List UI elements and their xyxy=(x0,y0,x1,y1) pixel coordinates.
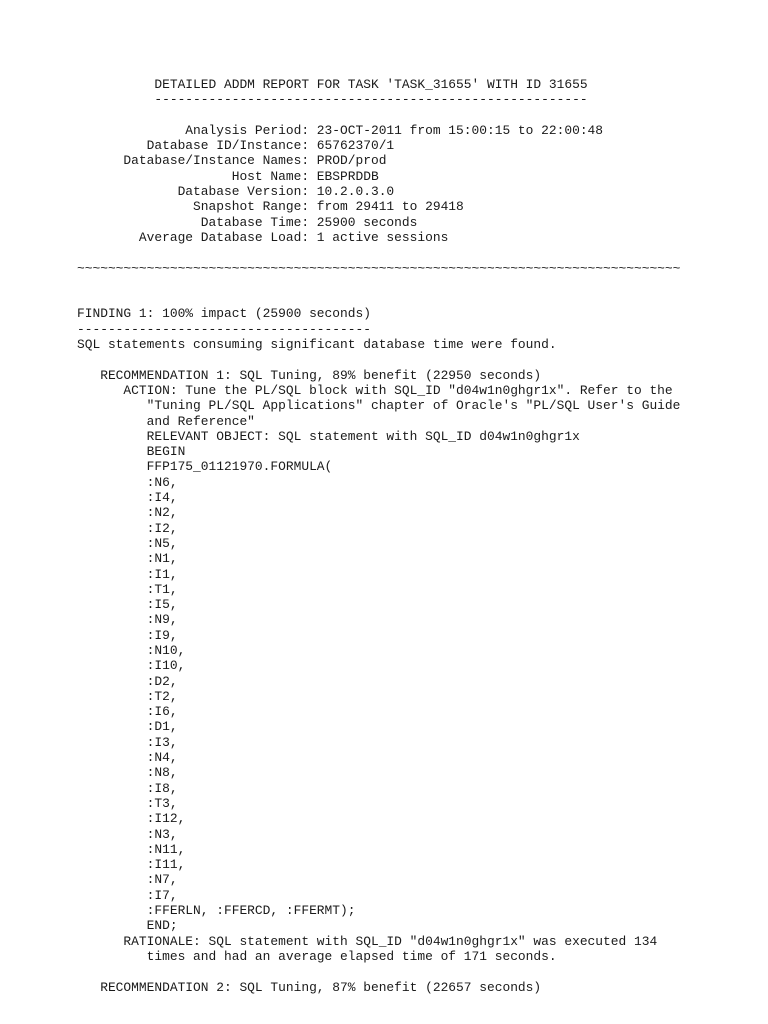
report-line: :N3, xyxy=(77,826,178,842)
report-line: :FFERLN, :FFERCD, :FFERMT); xyxy=(77,903,356,919)
report-line: :N6, xyxy=(77,474,178,490)
report-line: :T2, xyxy=(77,688,178,704)
report-line: END; xyxy=(77,918,178,934)
report-line: :I6, xyxy=(77,704,178,720)
report-line: :N1, xyxy=(77,551,178,567)
report-line: Average Database Load: 1 active sessions xyxy=(77,229,449,245)
report-line: RELEVANT OBJECT: SQL statement with SQL_ID d04w1n0ghgr1x xyxy=(77,428,580,444)
report-line: :N10, xyxy=(77,642,186,658)
report-line: Database Version: 10.2.0.3.0 xyxy=(77,184,395,200)
report-line: -------------------------------------- xyxy=(77,321,371,337)
report-line: SQL statements consuming significant database time were found. xyxy=(77,337,557,353)
report-line: times and had an average elapsed time of 171 seconds. xyxy=(77,948,557,964)
report-line: :I9, xyxy=(77,627,178,643)
report-line: -------------------------------------------------------- xyxy=(77,92,588,108)
report-line: :I2, xyxy=(77,520,178,536)
report-line: :N9, xyxy=(77,612,178,628)
report-line: :D2, xyxy=(77,673,178,689)
report-line: :N5, xyxy=(77,535,178,551)
report-line: "Tuning PL/SQL Applications" chapter of Oracle's "PL/SQL User's Guide xyxy=(77,398,681,414)
report-line: :I8, xyxy=(77,780,178,796)
report-line xyxy=(77,108,680,123)
report-line: Database Time: 25900 seconds xyxy=(77,214,418,230)
report-line: :I11, xyxy=(77,857,186,873)
report-line: :I10, xyxy=(77,658,186,674)
report-line: RATIONALE: SQL statement with SQL_ID "d04w1n0ghgr1x" was executed 134 xyxy=(77,933,658,949)
report-line: :I7, xyxy=(77,887,178,903)
report-line: :N4, xyxy=(77,750,178,766)
report-line: Database ID/Instance: 65762370/1 xyxy=(77,138,395,154)
report-line: :T1, xyxy=(77,581,178,597)
report-line: FFP175_01121970.FORMULA( xyxy=(77,459,333,475)
report-line: ACTION: Tune the PL/SQL block with SQL_ID "d04w1n0ghgr1x". Refer to the xyxy=(77,382,673,398)
report-line: :N2, xyxy=(77,505,178,521)
report-line: RECOMMENDATION 2: SQL Tuning, 87% benefit (22657 seconds) xyxy=(77,979,542,995)
report-line xyxy=(77,245,680,260)
report-line: RECOMMENDATION 1: SQL Tuning, 89% benefit (22950 seconds) xyxy=(77,367,542,383)
report-line: :T3, xyxy=(77,795,178,811)
report-line: Database/Instance Names: PROD/prod xyxy=(77,153,387,169)
report-line: :D1, xyxy=(77,719,178,735)
report-line: ~~~~~~~~~~~~~~~~~~~~~~~~~~~~~~~~~~~~~~~~~~~~~~~~~~~~~~~~~~~~~~~~~~~~~~~~~~~~~~ xyxy=(77,260,681,276)
report-line: :I5, xyxy=(77,597,178,613)
report-line: :I12, xyxy=(77,811,186,827)
report-line: :N7, xyxy=(77,872,178,888)
report-line: :I4, xyxy=(77,490,178,506)
report-line: BEGIN xyxy=(77,444,186,460)
report-line: :I1, xyxy=(77,566,178,582)
report-line xyxy=(77,291,680,306)
report-line xyxy=(77,276,680,291)
report-line: Snapshot Range: from 29411 to 29418 xyxy=(77,199,464,215)
report-line xyxy=(77,964,680,979)
report-line: Host Name: EBSPRDDB xyxy=(77,168,379,184)
report-line: FINDING 1: 100% impact (25900 seconds) xyxy=(77,306,371,322)
report-line: and Reference" xyxy=(77,413,255,429)
report-line: :I3, xyxy=(77,734,178,750)
report-line: DETAILED ADDM REPORT FOR TASK 'TASK_31655' WITH ID 31655 xyxy=(77,77,588,92)
report-line: Analysis Period: 23-OCT-2011 from 15:00:15 to 22:00:48 xyxy=(77,122,604,138)
addm-report-text xyxy=(77,77,680,995)
report-line: :N11, xyxy=(77,841,186,857)
report-line xyxy=(77,352,680,367)
report-line: :N8, xyxy=(77,765,178,781)
